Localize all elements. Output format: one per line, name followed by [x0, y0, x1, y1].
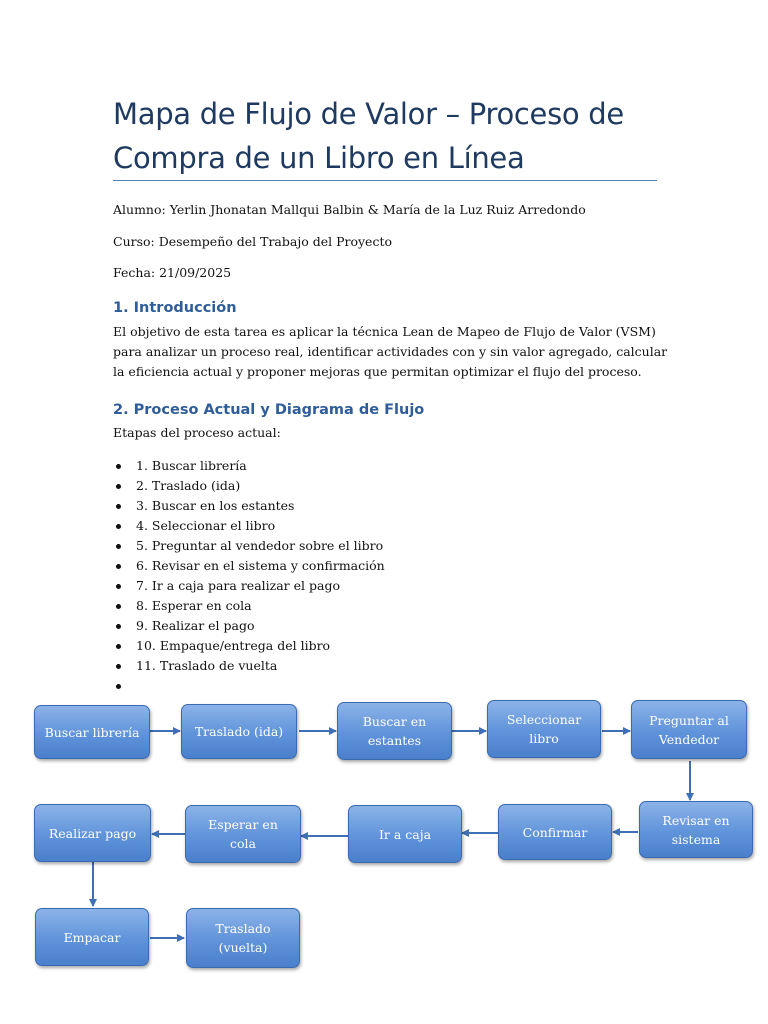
flow-node-buscar-estantes: Buscar en estantes — [337, 702, 452, 760]
student-line: Alumno: Yerlin Jhonatan Mallqui Balbin & María de la Luz Ruiz Arredondo — [113, 202, 586, 217]
course-line: Curso: Desempeño del Trabajo del Proyecto — [113, 234, 393, 249]
list-item: 7. Ir a caja para realizar el pago — [113, 576, 385, 596]
flow-node-preguntar-vendedor: Preguntar al Vendedor — [631, 700, 747, 759]
list-item: 8. Esperar en cola — [113, 596, 385, 616]
flow-node-realizar-pago: Realizar pago — [34, 804, 151, 862]
intro-paragraph: El objetivo de esta tarea es aplicar la técnica Lean de Mapeo de Flujo de Valor (VSM) para analizar un proceso real, identificar actividades con y sin valor agregado, calcular la eficiencia actual y proponer mejoras que permitan optimizar el flujo del proceso. — [113, 324, 668, 379]
list-item: 6. Revisar en el sistema y confirmación — [113, 556, 385, 576]
flow-node-seleccionar-libro: Seleccionar libro — [487, 700, 601, 758]
list-item: 5. Preguntar al vendedor sobre el libro — [113, 536, 385, 556]
date-line: Fecha: 21/09/2025 — [113, 265, 232, 280]
intro-heading: 1. Introducción — [113, 300, 237, 316]
flow-node-esperar-cola: Esperar en cola — [185, 805, 301, 863]
list-item: 10. Empaque/entrega del libro — [113, 636, 385, 656]
list-item: 4. Seleccionar el libro — [113, 516, 385, 536]
process-heading: 2. Proceso Actual y Diagrama de Flujo — [113, 402, 425, 418]
flow-node-traslado-ida: Traslado (ida) — [181, 704, 297, 759]
flow-node-buscar-libreria: Buscar librería — [34, 705, 150, 759]
list-item: 9. Realizar el pago — [113, 616, 385, 636]
flow-node-traslado-vuelta: Traslado (vuelta) — [186, 908, 300, 968]
list-item: 2. Traslado (ida) — [113, 476, 385, 496]
stages-label: Etapas del proceso actual: — [113, 425, 281, 440]
flow-node-revisar-sistema: Revisar en sistema — [639, 801, 753, 858]
list-item: 3. Buscar en los estantes — [113, 496, 385, 516]
list-item: 11. Traslado de vuelta — [113, 656, 385, 676]
flow-node-empacar: Empacar — [35, 908, 149, 966]
list-item: 1. Buscar librería — [113, 456, 385, 476]
flow-node-confirmar: Confirmar — [498, 804, 612, 860]
flow-node-ir-caja: Ir a caja — [348, 805, 462, 863]
document-title: Mapa de Flujo de Valor – Proceso de Compra de un Libro en Línea — [113, 97, 624, 175]
